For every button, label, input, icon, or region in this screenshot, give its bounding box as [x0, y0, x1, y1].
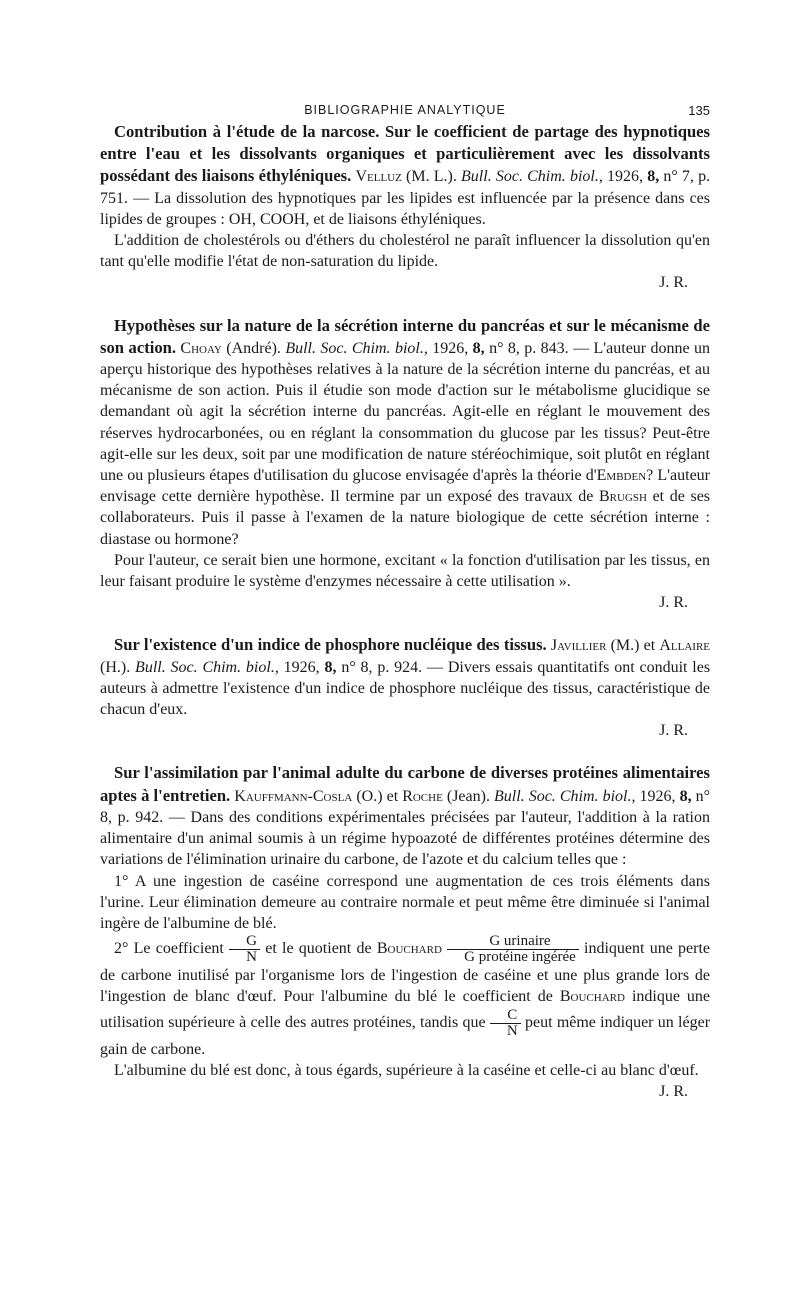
- volume: 8,: [647, 168, 660, 186]
- year: 1926,: [432, 339, 469, 357]
- fraction-denominator: N: [246, 949, 257, 966]
- article-paragraph: [100, 121, 710, 230]
- journal-name: Bull. Soc. Chim. biol.,: [461, 168, 603, 186]
- author-name: Velluz: [355, 168, 402, 186]
- conclusion: L'albumine du blé est donc, à tous égards, supérieure à la caséine et celle-ci au blanc d'œuf.: [114, 1061, 699, 1079]
- article-narcose: [100, 121, 710, 294]
- article-carbone: [100, 762, 710, 1102]
- year: 1926,: [283, 658, 320, 676]
- volume: 8,: [472, 339, 485, 357]
- author-name: Kauffmann-Cosla: [234, 787, 353, 805]
- running-header: [100, 98, 710, 118]
- article-paragraph: [100, 315, 710, 550]
- signature: J. R.: [659, 594, 688, 612]
- point-2-text: et le quotient de: [265, 940, 372, 958]
- article-title: Sur l'assimilation par l'animal adulte du carbone de diverses protéines alimentaires aptes à l'entretien.: [100, 763, 710, 805]
- cited-name: Bouchard: [376, 940, 442, 958]
- article-paragraph: Pour l'auteur, ce serait bien une hormone, excitant « la fonction d'utilisation par les tissus, en leur faisant produire le système d'enzymes nécessaire à cette utilisation ».: [100, 551, 710, 591]
- journal-name: Bull. Soc. Chim. biol.,: [285, 339, 428, 357]
- journal-name: Bull. Soc. Chim. biol.,: [135, 658, 279, 676]
- connector: et: [643, 637, 656, 655]
- abstract-text: La dissolution des hypnotiques par les lipides est influencée par la présence dans ces lipides de groupes : OH, COOH, et de liaisons éthyléniques.: [100, 189, 710, 228]
- point-2-text: 2° Le coefficient: [114, 940, 224, 958]
- fraction-c-over-n: [490, 1008, 521, 1039]
- connector: et: [386, 787, 399, 805]
- point-2-text: indique une utilisation supérieure à celle des autres protéines, tandis que: [100, 988, 711, 1031]
- year: 1926,: [607, 168, 644, 186]
- article-paragraph: [100, 634, 710, 720]
- abstract-text: et de ses collaborateurs. Puis il passe à l'examen de la nature biologique de cette sécrétion interne : diastase ou hormone?: [100, 488, 711, 548]
- article-list: [100, 121, 710, 1123]
- author-initials: (M. L.).: [406, 168, 457, 186]
- signature: J. R.: [659, 1082, 688, 1100]
- signature: J. R.: [659, 722, 688, 740]
- article-paragraph: L'addition de cholestérols ou d'éthers du cholestérol ne paraît influencer la dissolution qu'en tant qu'elle modifie l'état de non-saturation du lipide.: [100, 232, 710, 271]
- author-initials-2: (Jean).: [446, 787, 490, 805]
- article-paragraph: [100, 762, 710, 870]
- fraction-denominator: N: [506, 1022, 518, 1039]
- article-title: Hypothèses sur la nature de la sécrétion interne du pancréas et sur le mécanisme de son action.: [100, 315, 710, 357]
- author-initials: (O.): [356, 787, 383, 805]
- fraction-numerator: G: [229, 934, 260, 950]
- author-name-2: Roche: [402, 787, 443, 805]
- fraction-bouchard-quotient: [447, 934, 579, 965]
- volume: 8,: [324, 658, 337, 676]
- fraction-numerator: G urinaire: [447, 934, 579, 950]
- volume: 8,: [679, 787, 692, 805]
- article-title: Sur l'existence d'un indice de phosphore nucléique des tissus.: [114, 635, 547, 655]
- header-title: BIBLIOGRAPHIE ANALYTIQUE: [304, 103, 506, 117]
- cited-name: Embden: [596, 467, 647, 485]
- point-2-text: peut même indiquer un léger gain de carbone.: [100, 1013, 711, 1058]
- reference-tail: n° 8, p. 924. —: [341, 658, 443, 676]
- cited-name: Brugsh: [598, 488, 647, 506]
- author-initials-2: (H.).: [100, 658, 131, 676]
- signature: J. R.: [659, 274, 688, 292]
- point-1: 1° A une ingestion de caséine correspond une augmentation de ces trois éléments dans l'urine. Leur élimination demeure au contraire normale et peut même être diminuée si l'animal ingère de l'albumine de blé.: [100, 872, 710, 932]
- abstract-text: Divers essais quantitatifs ont conduit les auteurs à admettre l'existence d'un indice de phosphore nucléique des tissus, caractéristique de chacun d'eux.: [100, 658, 711, 719]
- author-name: Choay: [180, 339, 222, 357]
- author-name: Javillier: [550, 637, 607, 655]
- article-title: Contribution à l'étude de la narcose. Sur le coefficient de partage des hypnotiques entre l'eau et les dissolvants organiques et particulièrement avec les dissolvants possédant des liaisons éthyléniques.: [100, 122, 710, 186]
- author-initials: (André).: [226, 339, 281, 357]
- journal-name: Bull. Soc. Chim. biol.,: [494, 787, 636, 805]
- abstract-text: L'auteur donne un aperçu historique des hypothèses relatives à la nature de la sécrétion interne du pancréas, et au mécanisme de son action. Puis il étudie son mode d'action sur le métabolisme glucidique se demandant où agit la sécrétion interne du pancréas. Agit-elle en réglant le mouvement des réserves hydrocarbonées, ou en réglant la consommation du glucose par les tissus? Peut-être agit-elle sur les deux, soit par une modification de nature stéréochimique, soit plutôt en réglant une ou plusieurs étapes d'utilisation du glucose envisagée d'après la théorie d': [100, 339, 711, 485]
- reference-tail: n° 7, p. 751. —: [100, 168, 711, 207]
- abstract-text: ? L'auteur envisage cette dernière hypothèse. Il termine par un exposé des travaux de: [100, 467, 711, 506]
- fraction-denominator: G protéine ingérée: [464, 949, 576, 966]
- article-pancreas: [100, 315, 710, 614]
- author-name-2: Allaire: [659, 637, 711, 655]
- cited-name: Bouchard: [559, 988, 625, 1006]
- fraction-g-over-n: [229, 934, 260, 965]
- fraction-numerator: C: [490, 1008, 521, 1024]
- reference-tail: n° 8, p. 942. —: [100, 787, 711, 826]
- abstract-text: Dans des conditions expérimentales précisées par l'auteur, l'addition à la ration alimentaire d'un animal soumis à un régime hypoazoté de différentes protéines détermine des variations de l'élimination urinaire du carbone, de l'azote et du calcium telles que :: [100, 808, 711, 869]
- year: 1926,: [639, 787, 676, 805]
- article-phosphore: [100, 634, 710, 741]
- reference-tail: n° 8, p. 843. —: [489, 339, 590, 357]
- author-initials: (M.): [610, 637, 640, 655]
- point-2: [100, 934, 710, 1060]
- page-number: 135: [688, 103, 710, 118]
- point-2-text: indiquent une perte de carbone inutilisé par l'organisme lors de l'ingestion de caséine et une plus grande lors de l'ingestion de blanc d'œuf. Pour l'albumine du blé le coefficient de: [100, 940, 711, 1006]
